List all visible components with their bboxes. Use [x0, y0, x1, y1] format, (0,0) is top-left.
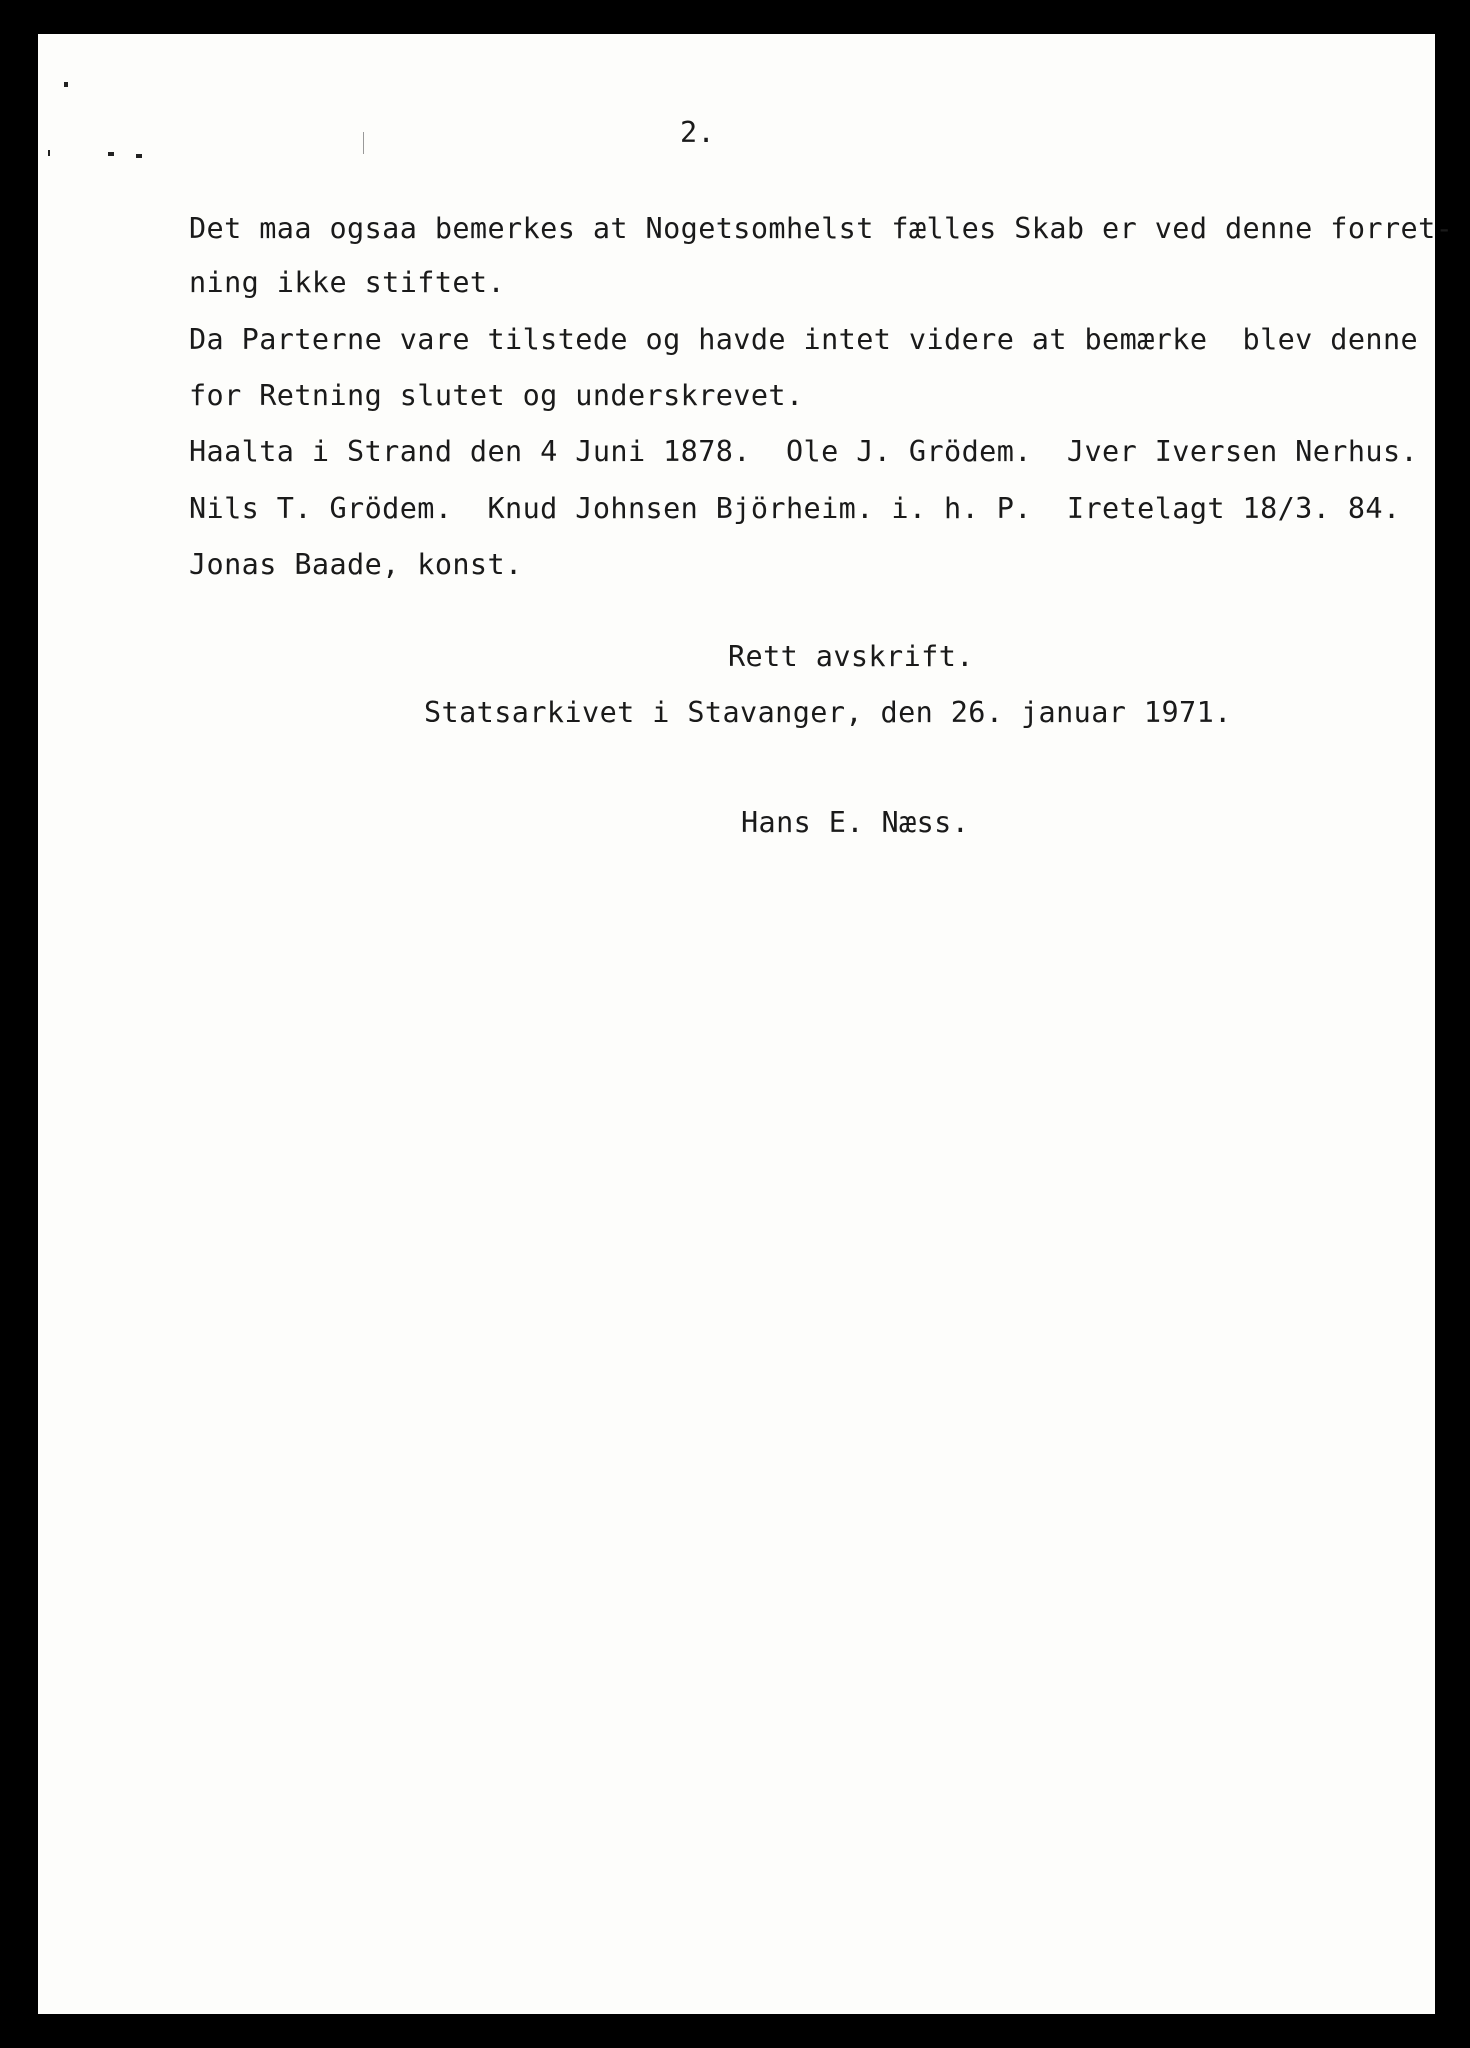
body-line: Da Parterne vare tilstede og havde intet videre at bemærke blev denne	[189, 323, 1419, 356]
certification-place-date: Statsarkivet i Stavanger, den 26. januar 1971.	[424, 696, 1232, 729]
rett-avskrift: Rett avskrift.	[728, 640, 974, 673]
scan-speck	[363, 132, 364, 154]
body-line: Det maa ogsaa bemerkes at Nogetsomhelst fælles Skab er ved denne forret-	[189, 212, 1454, 245]
scan-speck	[48, 150, 50, 156]
document-page	[38, 34, 1454, 2014]
page-number: 2.	[680, 116, 716, 149]
scan-speck	[64, 82, 68, 87]
signature: Hans E. Næss.	[741, 806, 970, 839]
body-line: Haalta i Strand den 4 Juni 1878. Ole J. Grödem. Jver Iversen Nerhus.	[189, 435, 1419, 468]
scan-speck	[108, 152, 114, 156]
body-line: Jonas Baade, konst.	[189, 548, 523, 581]
body-line: for Retning slutet og underskrevet.	[189, 379, 804, 412]
body-line: ning ikke stiftet.	[189, 266, 506, 299]
body-line: Nils T. Grödem. Knud Johnsen Björheim. i. h. P. Iretelagt 18/3. 84.	[189, 492, 1401, 525]
scan-speck	[136, 154, 142, 158]
